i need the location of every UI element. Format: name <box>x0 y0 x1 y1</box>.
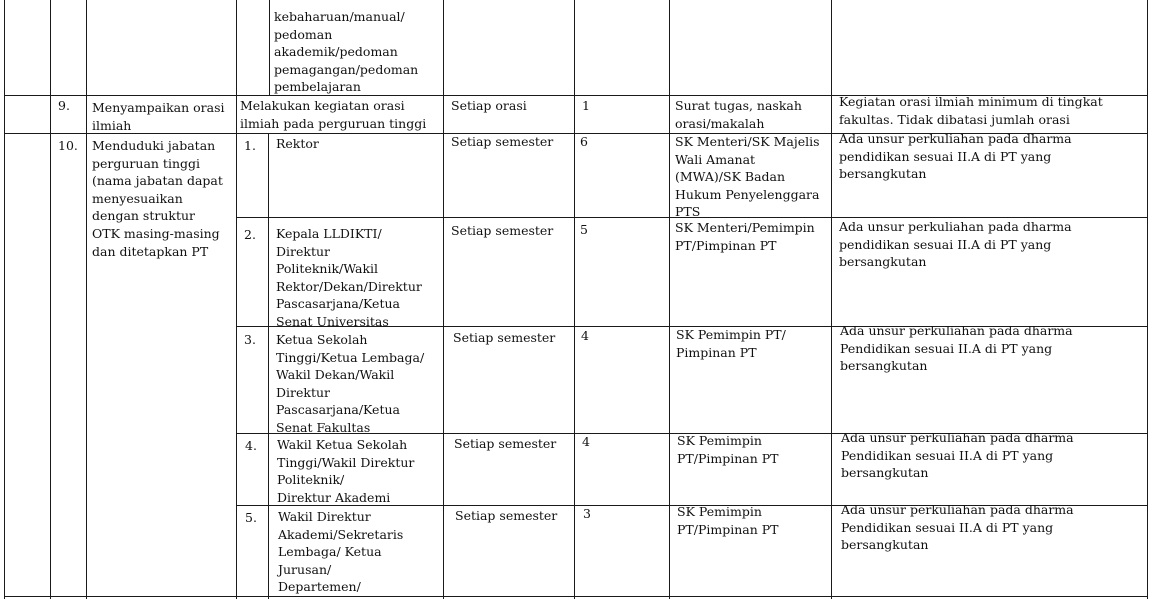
column-divider <box>236 0 237 599</box>
table-border-bottom <box>4 596 1148 597</box>
evidence-text: SK Pemimpin PT/Pimpinan PT <box>677 433 779 466</box>
column-divider <box>86 0 87 599</box>
column-divider <box>443 0 444 599</box>
sub-item-number: 5. <box>245 510 257 525</box>
activity-continuation-text: kebaharuan/manual/ pedoman akademik/pedoman pemagangan/pedoman pembelajaran <box>274 9 419 95</box>
credit-value: 4 <box>581 328 589 343</box>
row-number: 10. <box>58 138 78 153</box>
credit-value: 4 <box>582 434 590 449</box>
activity-description: Melakukan kegiatan orasi ilmiah pada perguruan tinggi <box>240 98 427 131</box>
position-title: Ketua Sekolah Tinggi/Ketua Lembaga/ Wakil Dekan/Wakil Direktur Pascasarjana/Ketua Senat Fakultas <box>276 332 425 435</box>
unit-of-result: Setiap semester <box>453 330 556 345</box>
column-divider <box>50 0 51 599</box>
remarks-text: Ada unsur perkuliahan pada dharma Pendidikan sesuai II.A di PT yang bersangkutan <box>841 430 1074 481</box>
column-divider <box>269 0 270 96</box>
unit-of-result: Setiap semester <box>451 134 554 149</box>
credit-value: 3 <box>583 506 591 521</box>
table-border-left <box>4 0 5 599</box>
unit-of-result: Setiap semester <box>454 436 557 451</box>
unit-of-result: Setiap semester <box>451 223 554 238</box>
remarks-text: Ada unsur perkuliahan pada dharma pendidikan sesuai II.A di PT yang bersangkutan <box>839 219 1072 270</box>
unit-of-result: Setiap semester <box>455 508 558 523</box>
credit-value: 6 <box>580 134 588 149</box>
position-title: Wakil Direktur Akademi/Sekretaris Lembaga/ Ketua Jurusan/ Departemen/ <box>278 509 404 595</box>
remarks-text: Ada unsur perkuliahan pada dharma pendidikan sesuai II.A di PT yang bersangkutan <box>839 131 1072 182</box>
credit-value: 1 <box>582 98 590 113</box>
unit-of-result: Setiap orasi <box>451 98 527 113</box>
table-border-right <box>1147 0 1148 599</box>
evidence-text: SK Menteri/SK Majelis Wali Amanat (MWA)/SK Badan Hukum Penyelenggara PTS <box>675 134 820 220</box>
remarks-text: Ada unsur perkuliahan pada dharma Pendidikan sesuai II.A di PT yang bersangkutan <box>841 502 1074 553</box>
evidence-text: SK Pemimpin PT/Pimpinan PT <box>677 504 779 537</box>
column-divider <box>669 0 670 599</box>
column-divider <box>574 0 575 599</box>
evidence-text: SK Pemimpin PT/ Pimpinan PT <box>676 327 786 360</box>
activity-name: Menduduki jabatan perguruan tinggi (nama jabatan dapat menyesuaikan dengan struktur OTK masing-masing dan ditetapkan PT <box>92 138 223 259</box>
sub-item-number: 2. <box>244 227 256 242</box>
row-number: 9. <box>58 98 70 113</box>
sub-item-number: 4. <box>245 438 257 453</box>
credit-value: 5 <box>580 222 588 237</box>
column-divider <box>831 0 832 599</box>
activity-name: Menyampaikan orasi ilmiah <box>92 100 225 133</box>
remarks-text: Ada unsur perkuliahan pada dharma Pendidikan sesuai II.A di PT yang bersangkutan <box>840 323 1073 374</box>
sub-item-number: 3. <box>244 332 256 347</box>
sub-item-number: 1. <box>244 138 256 153</box>
remarks-text: Kegiatan orasi ilmiah minimum di tingkat fakultas. Tidak dibatasi jumlah orasi <box>839 94 1103 127</box>
evidence-text: SK Menteri/Pemimpin PT/Pimpinan PT <box>675 220 815 253</box>
position-title: Wakil Ketua Sekolah Tinggi/Wakil Direktur Politeknik/ Direktur Akademi <box>277 437 415 505</box>
position-title: Kepala LLDIKTI/ Direktur Politeknik/Wakil Rektor/Dekan/Direktur Pascasarjana/Ketua Senat Universitas <box>276 226 422 329</box>
position-title: Rektor <box>276 136 319 151</box>
evidence-text: Surat tugas, naskah orasi/makalah <box>675 98 802 131</box>
column-divider <box>268 133 269 599</box>
